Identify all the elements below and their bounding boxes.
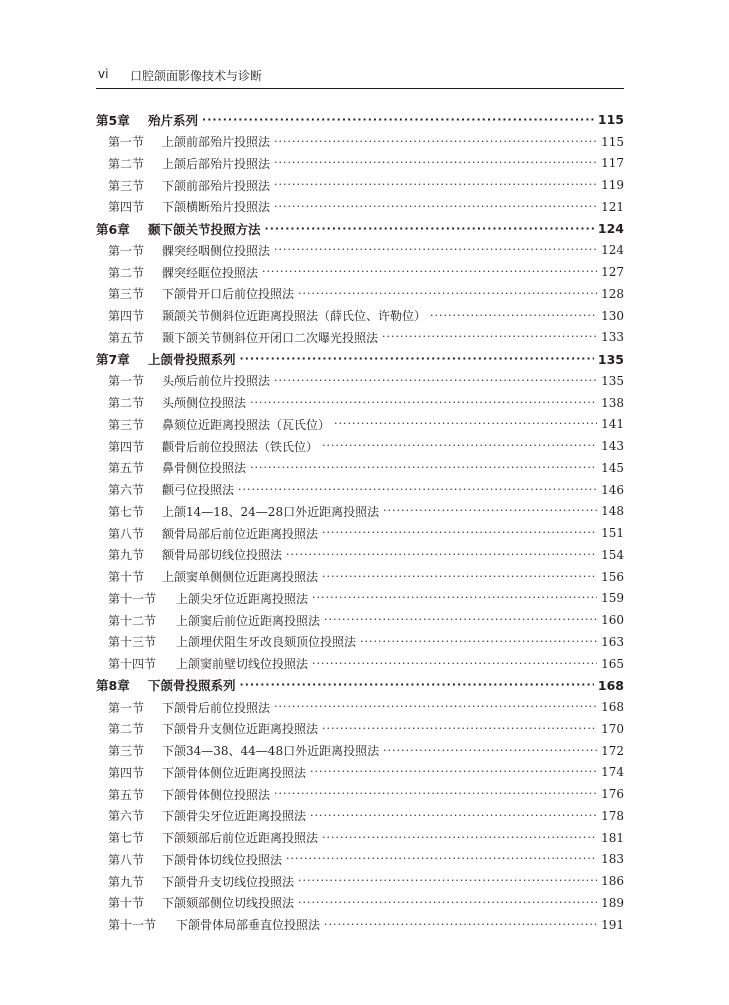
toc-entry-title: 上颌骨投照系列 [148, 352, 236, 368]
toc-dot-leader [298, 896, 597, 910]
toc-page-number: 124 [597, 221, 624, 237]
toc-dot-leader [312, 591, 597, 605]
toc-entry-number: 第六节 [108, 809, 145, 824]
toc-section-row[interactable] [96, 522, 624, 544]
toc-section-row[interactable] [96, 653, 624, 675]
toc-entry-number: 第五节 [108, 461, 145, 476]
toc-entry-number: 第十二节 [108, 613, 157, 628]
toc-entry-number: 第一节 [108, 374, 145, 389]
toc-entry-number: 第二节 [108, 396, 145, 411]
toc-entry-number: 第六节 [108, 483, 145, 498]
toc-dot-leader [286, 548, 597, 562]
toc-page-number: 117 [601, 156, 624, 171]
toc-page-number: 154 [601, 547, 624, 562]
toc-page-number: 165 [601, 656, 624, 671]
toc-dot-leader [250, 461, 597, 475]
toc-entry-title: 上颌14—18、24—28口外近距离投照法 [162, 504, 380, 519]
toc-section-row[interactable] [96, 870, 624, 892]
toc-entry-title: 下颌颏部后前位近距离投照法 [162, 831, 319, 846]
toc-dot-leader [310, 809, 597, 823]
toc-page-number: 135 [597, 351, 624, 367]
toc-entry-title: 颧骨后前位投照法（铁氏位） [162, 439, 319, 454]
toc-entry-title: 额骨局部后前位近距离投照法 [162, 526, 319, 541]
toc-entry-number: 第十一节 [108, 591, 157, 606]
toc-page-number: 130 [601, 308, 624, 323]
toc-entry-number: 第三节 [108, 178, 145, 193]
toc-page-number: 168 [601, 700, 624, 715]
toc-entry-number: 第四节 [108, 200, 145, 215]
toc-page-number: 151 [601, 526, 624, 541]
toc-dot-leader [286, 852, 597, 866]
toc-chapter-row[interactable] [96, 218, 624, 240]
toc-section-row[interactable] [96, 501, 624, 523]
toc-section-row[interactable] [96, 805, 624, 827]
toc-dot-leader [322, 439, 597, 453]
toc-entry-title: 殆片系列 [148, 112, 199, 128]
toc-entry-title: 下颌颏部侧位切线投照法 [162, 896, 295, 911]
toc-entry-title: 下颌骨开口后前位投照法 [162, 287, 295, 302]
toc-page-number: 133 [601, 330, 624, 345]
toc-entry-number: 第二节 [108, 722, 145, 737]
toc-page-number: 163 [601, 634, 624, 649]
toc-dot-leader [322, 526, 597, 540]
toc-entry-title: 下颌骨体切线位投照法 [162, 852, 283, 867]
toc-page-number: 191 [601, 917, 624, 932]
toc-entry-title: 上颌前部殆片投照法 [162, 135, 271, 150]
toc-dot-leader [322, 831, 597, 845]
toc-entry-title: 上颌窦后前位近距离投照法 [176, 613, 321, 628]
toc-section-row[interactable] [96, 566, 624, 588]
toc-entry-title: 下颌骨体侧位近距离投照法 [162, 765, 307, 780]
toc-dot-leader [382, 330, 597, 344]
toc-page-number: 135 [601, 373, 624, 388]
toc-section-row[interactable] [96, 783, 624, 805]
toc-entry-title: 上颌后部殆片投照法 [162, 156, 271, 171]
toc-entry-title: 髁突经咽侧位投照法 [162, 243, 271, 258]
toc-page-number: 119 [601, 178, 624, 193]
toc-dot-leader [274, 156, 597, 170]
toc-section-row[interactable] [96, 457, 624, 479]
toc-entry-number: 第5章 [96, 112, 130, 128]
toc-entry-title: 鼻骨侧位投照法 [162, 461, 247, 476]
toc-section-row[interactable] [96, 435, 624, 457]
toc-page-number: 124 [601, 243, 624, 258]
toc-entry-title: 鼻颏位近距离投照法（瓦氏位） [162, 417, 331, 432]
toc-section-row[interactable] [96, 718, 624, 740]
toc-page-number: 115 [597, 112, 624, 128]
toc-page-number: 174 [601, 765, 624, 780]
toc-page-number: 160 [601, 613, 624, 628]
toc-page-number: 138 [601, 395, 624, 410]
toc-entry-number: 第七节 [108, 831, 145, 846]
toc-section-row[interactable] [96, 261, 624, 283]
toc-entry-number: 第八节 [108, 526, 145, 541]
toc-dot-leader [312, 657, 597, 671]
toc-entry-number: 第九节 [108, 874, 145, 889]
toc-dot-leader [274, 135, 597, 149]
toc-section-row[interactable] [96, 174, 624, 196]
toc-section-row[interactable] [96, 414, 624, 436]
toc-dot-leader [322, 722, 597, 736]
toc-section-row[interactable] [96, 609, 624, 631]
toc-entry-title: 髁突经眶位投照法 [162, 265, 259, 280]
toc-section-row[interactable] [96, 305, 624, 327]
toc-dot-leader [202, 113, 594, 127]
toc-page-number: 178 [601, 808, 624, 823]
toc-dot-leader [265, 222, 594, 236]
toc-entry-number: 第十三节 [108, 635, 157, 650]
toc-dot-leader [324, 918, 597, 932]
toc-entry-number: 第一节 [108, 243, 145, 258]
toc-entry-number: 第四节 [108, 309, 145, 324]
toc-entry-number: 第八节 [108, 852, 145, 867]
toc-entry-number: 第五节 [108, 330, 145, 345]
toc-page-number: 170 [601, 721, 624, 736]
toc-page-number: 159 [601, 591, 624, 606]
toc-page-number: 145 [601, 460, 624, 475]
toc-entry-title: 下颌骨尖牙位近距离投照法 [162, 809, 307, 824]
toc-entry-title: 下颌骨投照系列 [148, 678, 236, 694]
toc-dot-leader [298, 874, 597, 888]
header-book-title: 口腔颌面影像技术与诊断 [130, 69, 263, 83]
toc-section-row[interactable] [96, 370, 624, 392]
header-page-number: vi [98, 67, 109, 81]
toc-section-row[interactable] [96, 827, 624, 849]
toc-entry-title: 额骨局部切线位投照法 [162, 548, 283, 563]
toc-entry-title: 上颌埋伏阻生牙改良颏顶位投照法 [176, 635, 357, 650]
toc-dot-leader [240, 352, 594, 366]
toc-entry-number: 第三节 [108, 744, 145, 759]
toc-entry-number: 第一节 [108, 700, 145, 715]
toc-page-number: 143 [601, 439, 624, 454]
toc-section-row[interactable] [96, 914, 624, 936]
toc-dot-leader [430, 309, 597, 323]
toc-page-number: 186 [601, 874, 624, 889]
toc-page-number: 148 [601, 504, 624, 519]
toc-page-number: 181 [601, 830, 624, 845]
toc-dot-leader [360, 635, 597, 649]
toc-chapter-row[interactable] [96, 348, 624, 370]
toc-page-number: 156 [601, 569, 624, 584]
toc-section-row[interactable] [96, 131, 624, 153]
toc-dot-leader [298, 287, 597, 301]
toc-dot-leader [324, 613, 597, 627]
toc-page-number: 168 [597, 677, 624, 693]
toc-dot-leader [274, 200, 597, 214]
toc-page-number: 189 [601, 895, 624, 910]
toc-entry-number: 第十节 [108, 570, 145, 585]
toc-entry-number: 第九节 [108, 548, 145, 563]
toc-dot-leader [262, 265, 597, 279]
toc-entry-number: 第十一节 [108, 918, 157, 933]
toc-section-row[interactable] [96, 631, 624, 653]
toc-entry-title: 下颌骨后前位投照法 [162, 700, 271, 715]
toc-entry-number: 第十节 [108, 896, 145, 911]
toc-section-row[interactable] [96, 479, 624, 501]
toc-dot-leader [238, 483, 597, 497]
toc-section-row[interactable] [96, 588, 624, 610]
toc-entry-title: 上颌窦前壁切线位投照法 [176, 657, 309, 672]
toc-page-number: 172 [601, 743, 624, 758]
toc-entry-number: 第8章 [96, 678, 130, 694]
toc-entry-title: 下颌横断殆片投照法 [162, 200, 271, 215]
toc-dot-leader [383, 744, 597, 758]
toc-section-row[interactable] [96, 762, 624, 784]
toc-section-row[interactable] [96, 544, 624, 566]
toc-entry-number: 第七节 [108, 504, 145, 519]
toc-entry-title: 颞颌关节侧斜位近距离投照法（薛氏位、许勒位） [162, 309, 427, 324]
toc-entry-title: 下颌骨体侧位投照法 [162, 787, 271, 802]
toc-entry-title: 颞下颌关节侧斜位开闭口二次曝光投照法 [162, 330, 379, 345]
toc-entry-title: 下颌骨升支侧位近距离投照法 [162, 722, 319, 737]
toc-dot-leader [274, 243, 597, 257]
toc-entry-title: 下颌前部殆片投照法 [162, 178, 271, 193]
toc-entry-number: 第三节 [108, 287, 145, 302]
toc-page-number: 115 [601, 134, 624, 149]
toc-entry-number: 第一节 [108, 135, 145, 150]
toc-section-row[interactable] [96, 153, 624, 175]
toc-section-row[interactable] [96, 240, 624, 262]
toc-dot-leader [240, 678, 594, 692]
toc-dot-leader [250, 396, 597, 410]
toc-page-number: 183 [601, 852, 624, 867]
toc-entry-title: 上颌尖牙位近距离投照法 [176, 591, 309, 606]
toc-entry-title: 颧弓位投照法 [162, 483, 235, 498]
running-header [96, 64, 624, 89]
toc-entry-title: 下颌34—38、44—48口外近距离投照法 [162, 744, 380, 759]
toc-page-number: 146 [601, 482, 624, 497]
toc-section-row[interactable] [96, 849, 624, 871]
toc-dot-leader [322, 570, 597, 584]
toc-page-number: 128 [601, 286, 624, 301]
toc-section-row[interactable] [96, 283, 624, 305]
toc-dot-leader [274, 787, 597, 801]
toc-entry-number: 第四节 [108, 765, 145, 780]
toc-dot-leader [310, 765, 597, 779]
toc-section-row[interactable] [96, 892, 624, 914]
toc-entry-title: 上颌窦单侧侧位近距离投照法 [162, 570, 319, 585]
toc-dot-leader [383, 504, 597, 518]
toc-entry-number: 第十四节 [108, 657, 157, 672]
toc-section-row[interactable] [96, 327, 624, 349]
toc-chapter-row[interactable] [96, 675, 624, 697]
toc-dot-leader [274, 374, 597, 388]
toc-entry-number: 第二节 [108, 265, 145, 280]
toc-section-row[interactable] [96, 196, 624, 218]
toc-dot-leader [274, 700, 597, 714]
toc-entry-number: 第6章 [96, 221, 130, 237]
toc-entry-title: 头颅侧位投照法 [162, 396, 247, 411]
table-of-contents [96, 109, 624, 936]
toc-entry-number: 第二节 [108, 156, 145, 171]
toc-entry-number: 第五节 [108, 787, 145, 802]
toc-dot-leader [334, 417, 597, 431]
toc-section-row[interactable] [96, 392, 624, 414]
toc-entry-number: 第四节 [108, 439, 145, 454]
toc-entry-number: 第7章 [96, 352, 130, 368]
toc-page-number: 176 [601, 787, 624, 802]
toc-entry-title: 颞下颌关节投照方法 [148, 221, 261, 237]
toc-dot-leader [274, 178, 597, 192]
toc-entry-title: 下颌骨体局部垂直位投照法 [176, 918, 321, 933]
toc-section-row[interactable] [96, 740, 624, 762]
toc-entry-number: 第三节 [108, 417, 145, 432]
toc-section-row[interactable] [96, 696, 624, 718]
toc-page-number: 141 [601, 417, 624, 432]
toc-entry-title: 下颌骨升支切线位投照法 [162, 874, 295, 889]
toc-entry-title: 头颅后前位片投照法 [162, 374, 271, 389]
toc-page-number: 121 [601, 199, 624, 214]
toc-chapter-row[interactable] [96, 109, 624, 131]
toc-page-number: 127 [601, 265, 624, 280]
